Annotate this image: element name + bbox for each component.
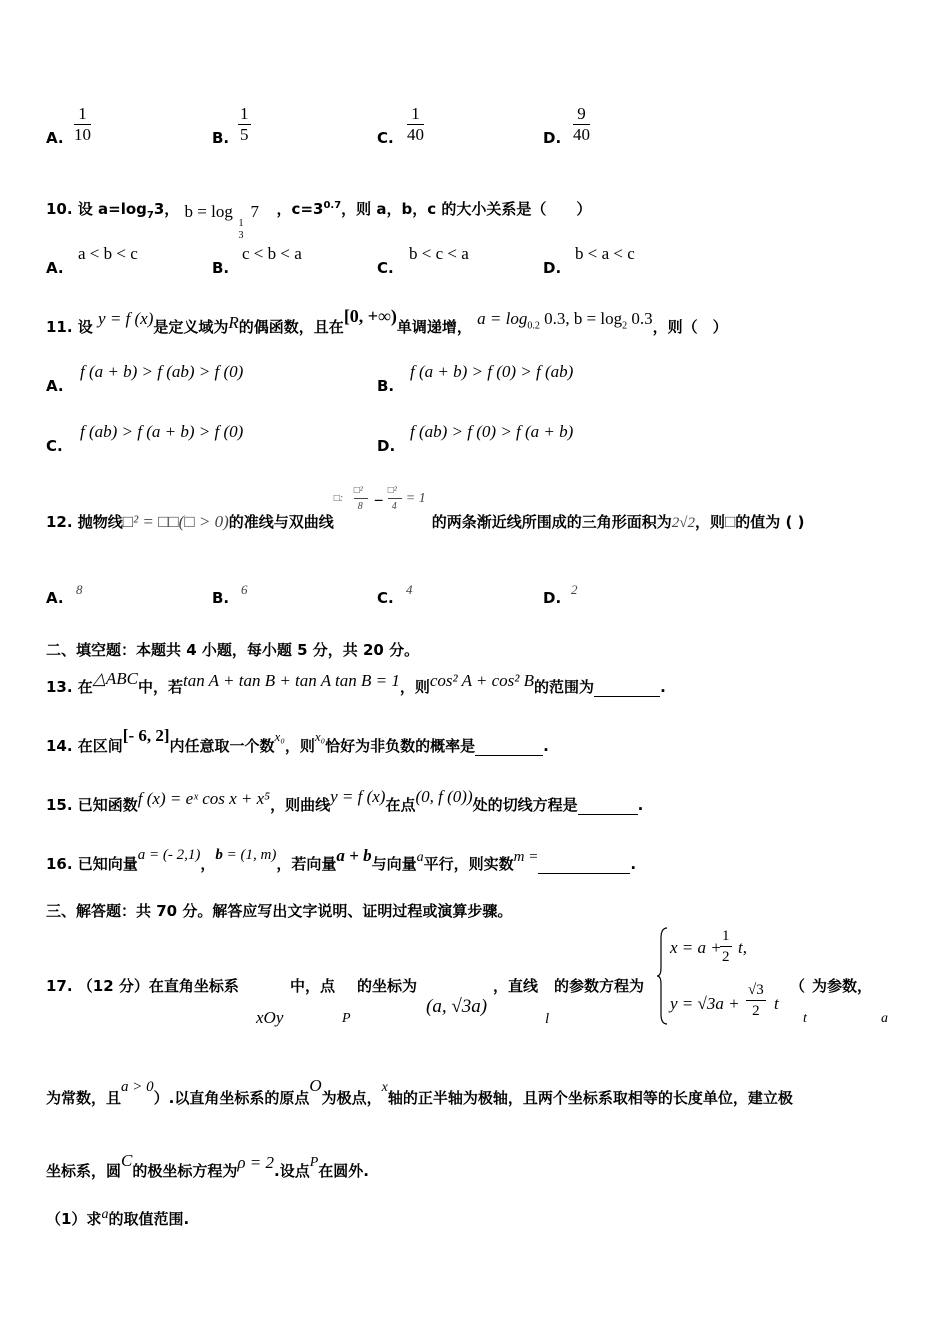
- q9-fraction-d: $\frac{9}{40}$: [573, 104, 590, 144]
- q12-value-a: 8: [76, 582, 83, 597]
- q11-label-b: B.: [377, 377, 395, 395]
- q10-expr-a: a < b < c: [78, 244, 138, 263]
- q10-label-b: B.: [212, 259, 230, 277]
- section-2-heading: 二、填空题：本题共 4 小题，每小题 5 分，共 20 分。: [46, 641, 420, 659]
- q15: 15. 已知函数f (x) = eˣ cos x + x⁵，则曲线y = f (x)在点(0, f (0))处的切线方程是 .: [46, 787, 644, 814]
- q17-line-3: 坐标系，圆C的极坐标方程为ρ = 2.设点P在圆外.: [46, 1151, 369, 1180]
- q10-label-a: A.: [46, 259, 64, 277]
- q11-expr-d: f (ab) > f (0) > f (a + b): [410, 422, 574, 441]
- q12-frac-bar-2: [388, 498, 402, 499]
- q17-system-brace: [657, 926, 669, 1026]
- q17-eq2-fraction: $\frac{√3}{2}$: [748, 982, 764, 1019]
- q16: 16. 已知向量a = (- 2,1)，b = (1, m)，若向量a + b与向量a平行，则实数m = .: [46, 846, 637, 873]
- q10-expr-b: c < b < a: [242, 244, 302, 263]
- q15-answer-blank[interactable]: [578, 800, 638, 815]
- q11-ab-values: $a = \log_{0.2} 0.3$, $b = \log_2 0.3$: [477, 309, 653, 332]
- q11-expr-a: f (a + b) > f (ab) > f (0): [80, 362, 244, 381]
- q12-stem: 12. 抛物线□² = □□(□ > 0)的准线与双曲线 □: □² 8 − □² 4 = 1 的两条渐近线所围成的三角形面积为2√2，则□的值为 ( ): [46, 485, 805, 531]
- q11-expr-b: f (a + b) > f (0) > f (ab): [410, 362, 574, 381]
- q12-hyperbola: □: □² 8 − □² 4 = 1: [333, 485, 426, 512]
- q12-label-d: D.: [543, 589, 562, 607]
- q14-answer-blank[interactable]: [475, 741, 543, 756]
- q12-label-a: A.: [46, 589, 64, 607]
- q11-expr-c: f (ab) > f (a + b) > f (0): [80, 422, 244, 441]
- q9-label-a: A.: [46, 129, 64, 147]
- q16-answer-blank[interactable]: [538, 859, 630, 874]
- q17-part-1: （1）求a的取值范围.: [46, 1207, 190, 1228]
- q12-label-b: B.: [212, 589, 230, 607]
- q12-frac-bar-1: [354, 498, 368, 499]
- q9-label-d: D.: [543, 129, 562, 147]
- q10-label-c: C.: [377, 259, 394, 277]
- q9-fraction-a: $\frac{1}{10}$: [74, 104, 91, 144]
- q9-fraction-c: $\frac{1}{40}$: [407, 104, 424, 144]
- q17-eq1-fraction: $\frac{1}{2}$: [722, 928, 730, 965]
- q10-label-d: D.: [543, 259, 562, 277]
- q13: 13. 在△ABC中，若tan A + tan B + tan A tan B = 1，则cos² A + cos² B的范围为 .: [46, 669, 666, 696]
- q9-label-c: C.: [377, 129, 394, 147]
- q12-value-d: 2: [571, 582, 578, 597]
- q12-value-c: 4: [406, 582, 413, 597]
- q14: 14. 在区间[- 6, 2]内任意取一个数x₀，则x₀恰好为非负数的概率是 .: [46, 726, 549, 755]
- section-3-heading: 三、解答题：共 70 分。解答应写出文字说明、证明过程或演算步骤。: [46, 902, 513, 920]
- q10-expr-d: b < a < c: [575, 244, 635, 263]
- q9-fraction-b: $\frac{1}{5}$: [240, 104, 249, 144]
- q11-label-d: D.: [377, 437, 396, 455]
- q9-label-b: B.: [212, 129, 230, 147]
- q12-value-b: 6: [241, 582, 248, 597]
- q12-label-c: C.: [377, 589, 394, 607]
- q10-expr-c: b < c < a: [409, 244, 469, 263]
- q11-label-a: A.: [46, 377, 64, 395]
- q17-line-2: 为常数，且a > 0）.以直角坐标系的原点O为极点，x轴的正半轴为极轴，且两个坐标系取相等的长度单位，建立极: [46, 1076, 793, 1107]
- q11-label-c: C.: [46, 437, 63, 455]
- q11-stem: 11. 设 y = f (x)是定义域为R的偶函数，且在[0, +∞)单调递增， $a = \log_{0.2} 0.3$, $b = \log_2 0.3$，则（ ）: [46, 306, 728, 336]
- q10-stem: 10. 设 $a=\log_73$， b = log 1 3 7 ，$c=3^{0.7}$，则 a，b，c 的大小关系是（ ）: [46, 200, 592, 241]
- q13-answer-blank[interactable]: [594, 682, 660, 697]
